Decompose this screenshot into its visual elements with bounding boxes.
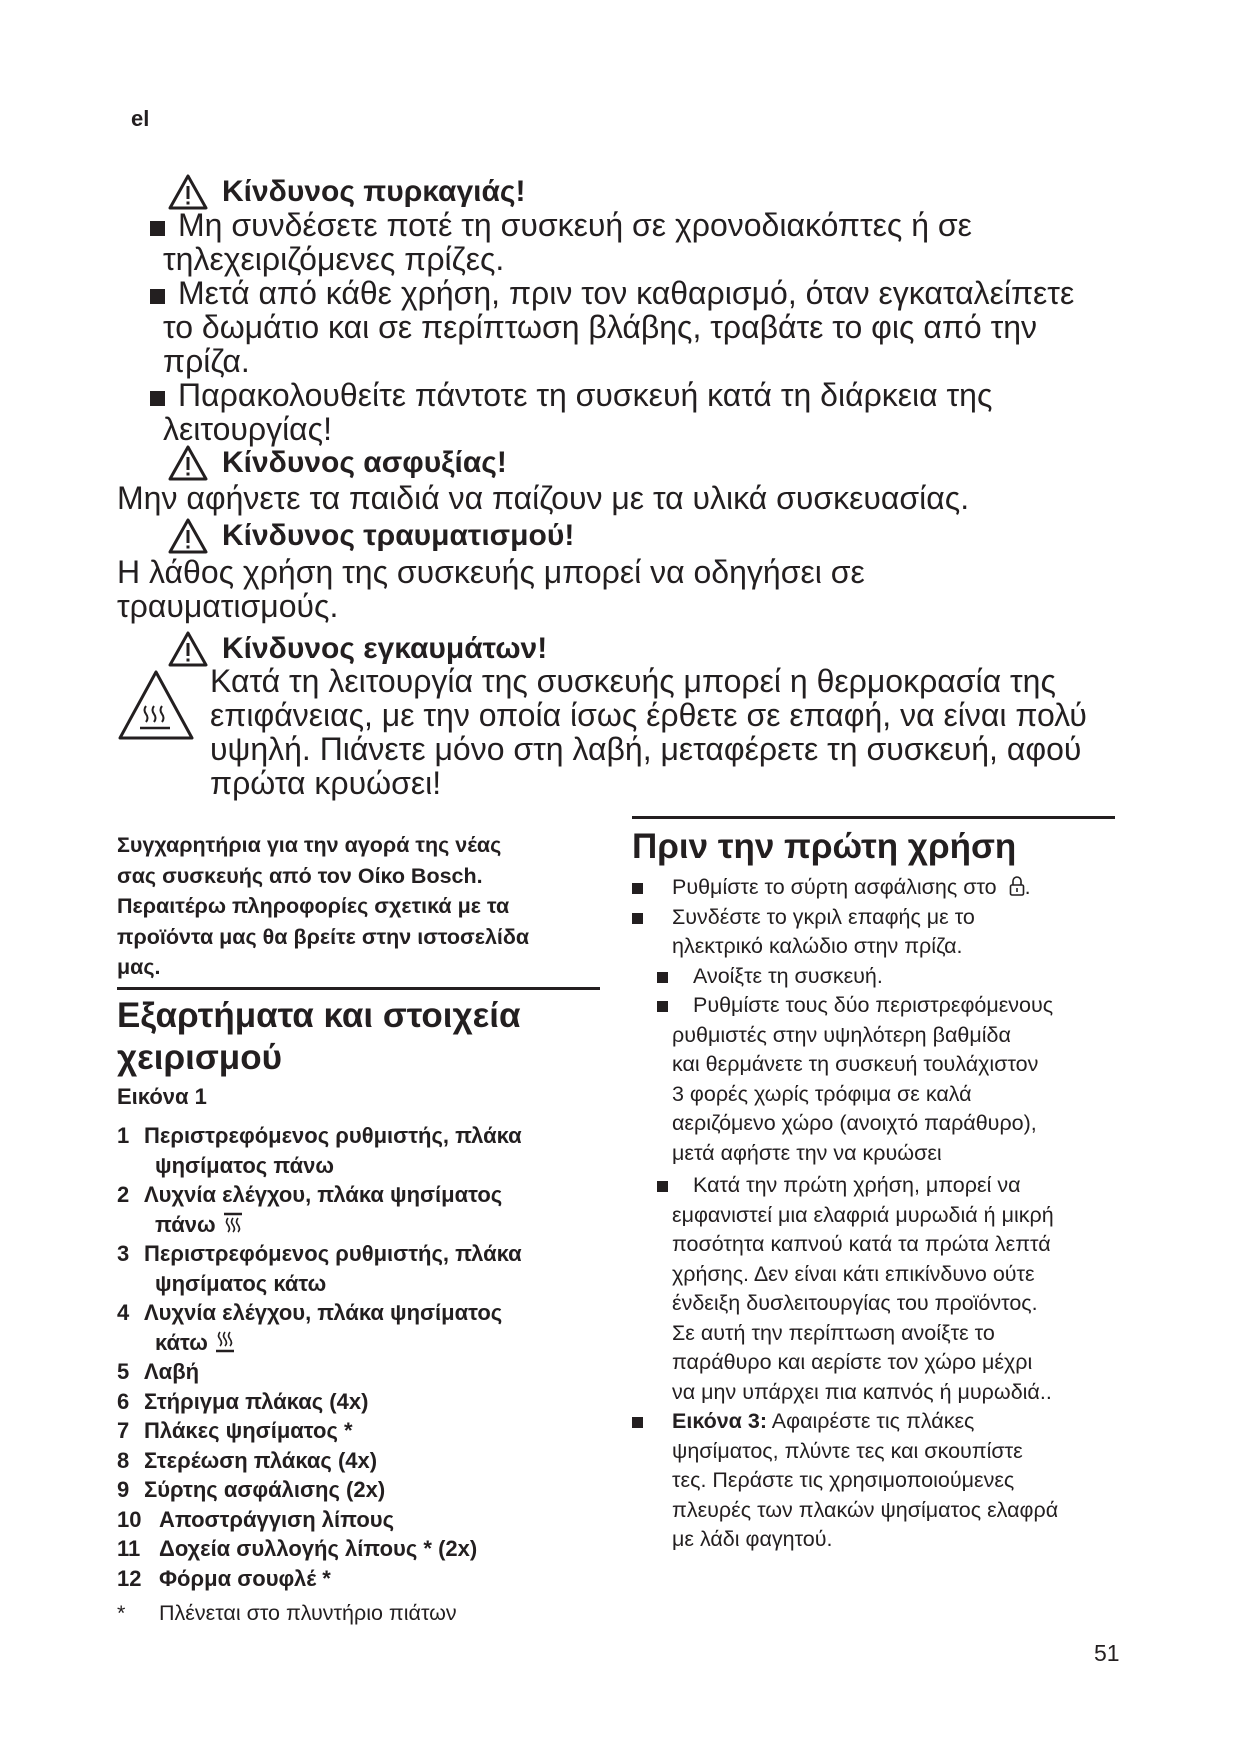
burn-warning-text bbox=[210, 664, 1087, 800]
list-item bbox=[117, 1505, 617, 1535]
item-text: Συνδέστε το γκριλ επαφής με το bbox=[672, 904, 975, 929]
figure-reference: Εικόνα 3: bbox=[672, 1409, 767, 1433]
intro-line: Συγχαρητήρια για την αγορά της νέας bbox=[117, 833, 502, 857]
bullet-square-icon bbox=[657, 972, 668, 983]
bullet-square-icon bbox=[657, 1181, 668, 1192]
bullet-square-icon bbox=[150, 391, 165, 406]
list-item bbox=[117, 1180, 617, 1239]
item-text: Ρυθμίστε το σύρτη ασφάλισης στο bbox=[672, 875, 997, 899]
fire-warning-title-text: Κίνδυνος πυρκαγιάς! bbox=[222, 175, 526, 208]
list-item bbox=[117, 1475, 617, 1505]
burn-warning-line: πρώτα κρυώσει! bbox=[210, 765, 442, 801]
item-text: Λυχνία ελέγχου, πλάκα ψησίματος bbox=[144, 1182, 503, 1207]
suffocation-warning-title bbox=[168, 445, 507, 481]
item-text: 3 φορές χωρίς τρόφιμα σε καλά bbox=[672, 1081, 972, 1106]
item-text-continuation bbox=[144, 1328, 617, 1358]
bullet-square-icon bbox=[632, 1417, 643, 1428]
fire-warning-line: τηλεχειριζόμενες πρίζες. bbox=[163, 241, 505, 277]
hot-surface-warning-icon bbox=[116, 668, 196, 742]
item-text: ρυθμιστές στην υψηλότερη βαθμίδα bbox=[672, 1022, 1011, 1047]
item-text: Ρυθμίστε τους δύο περιστρεφόμενους bbox=[693, 993, 1054, 1017]
fire-warning-line: λειτουργίας! bbox=[163, 411, 332, 447]
section-divider bbox=[632, 816, 1115, 819]
injury-warning-line: τραυματισμούς. bbox=[117, 588, 339, 624]
item-text: αεριζόμενο χώρο (ανοιχτό παράθυρο), bbox=[672, 1111, 1037, 1135]
footnote-marker: * bbox=[117, 1601, 126, 1625]
item-number: 3 bbox=[117, 1241, 130, 1266]
list-item bbox=[632, 903, 1132, 962]
item-number: 8 bbox=[117, 1447, 130, 1473]
warning-triangle-icon bbox=[168, 631, 208, 667]
parts-section-title bbox=[117, 995, 607, 1079]
list-item bbox=[117, 1416, 617, 1446]
list-item bbox=[117, 1446, 617, 1476]
footnote bbox=[117, 1601, 457, 1626]
item-text: ψησίματος πάνω bbox=[155, 1152, 334, 1178]
footnote-text: Πλένεται στο πλυντήριο πιάτων bbox=[159, 1601, 457, 1625]
list-item bbox=[117, 1121, 617, 1180]
suffocation-warning-text: Μην αφήνετε τα παιδιά να παίζουν με τα υλικά συσκευασίας. bbox=[117, 480, 970, 516]
burn-warning-line: επιφάνειας, με την οποία ίσως έρθετε σε επαφή, να είναι πολύ bbox=[210, 697, 1087, 733]
item-text: ψησίματος κάτω bbox=[155, 1270, 327, 1296]
item-text: Σε αυτή την περίπτωση ανοίξτε το bbox=[672, 1320, 995, 1345]
list-item bbox=[117, 1239, 617, 1298]
intro-text bbox=[117, 830, 597, 983]
item-text: Περιστρεφόμενος ρυθμιστής, πλάκα bbox=[144, 1241, 522, 1266]
item-text: Περιστρεφόμενος ρυθμιστής, πλάκα bbox=[144, 1123, 522, 1148]
item-text: Λυχνία ελέγχου, πλάκα ψησίματος bbox=[144, 1300, 503, 1325]
language-tag: el bbox=[131, 106, 150, 131]
item-text: με λάδι φαγητού. bbox=[672, 1527, 833, 1551]
item-number: 10 bbox=[117, 1506, 142, 1532]
list-item bbox=[632, 873, 1132, 903]
bullet-square-icon bbox=[150, 289, 165, 304]
item-text: ένδειξη δυσλειτουργίας του προϊόντος. bbox=[672, 1291, 1038, 1315]
item-text: Στήριγμα πλάκας (4x) bbox=[144, 1388, 369, 1414]
list-item bbox=[632, 1407, 1132, 1555]
section-divider bbox=[117, 987, 600, 990]
item-text-continuation bbox=[144, 1210, 617, 1240]
fire-warning-item bbox=[150, 378, 1150, 446]
injury-warning-text bbox=[117, 555, 865, 623]
item-text: εμφανιστεί μια ελαφριά μυρωδιά ή μικρή bbox=[672, 1202, 1054, 1227]
parts-list bbox=[117, 1121, 617, 1593]
item-text: Κατά την πρώτη χρήση, μπορεί να bbox=[693, 1173, 1021, 1197]
page-number: 51 bbox=[1094, 1640, 1120, 1666]
list-item bbox=[632, 991, 1132, 1168]
bullet-square-icon bbox=[632, 913, 643, 924]
item-number: 4 bbox=[117, 1300, 130, 1325]
fire-warning-list bbox=[150, 208, 1150, 446]
item-text: παράθυρο και αερίστε τον χώρο μέχρι bbox=[672, 1350, 1033, 1374]
item-number: 5 bbox=[117, 1359, 130, 1384]
fire-warning-item bbox=[150, 276, 1150, 378]
bullet-square-icon bbox=[657, 1001, 668, 1012]
item-number: 6 bbox=[117, 1388, 130, 1414]
parts-section-title-line: Εξαρτήματα και στοιχεία bbox=[117, 996, 521, 1035]
item-number: 11 bbox=[117, 1536, 141, 1561]
item-text: χρήσης. Δεν είναι κάτι επικίνδυνο ούτε bbox=[672, 1261, 1035, 1286]
item-number: 1 bbox=[117, 1123, 130, 1148]
item-text: κάτω bbox=[155, 1329, 208, 1355]
item-text: Αποστράγγιση λίπους bbox=[159, 1506, 395, 1532]
item-text: ηλεκτρικό καλώδιο στην πρίζα. bbox=[672, 934, 963, 958]
item-text: Φόρμα σουφλέ * bbox=[159, 1565, 331, 1591]
intro-line: μας. bbox=[117, 955, 161, 979]
warning-triangle-icon bbox=[168, 445, 208, 481]
bullet-square-icon bbox=[150, 221, 165, 236]
injury-warning-title-text: Κίνδυνος τραυματισμού! bbox=[222, 519, 575, 552]
item-text: πάνω bbox=[155, 1211, 216, 1237]
list-item bbox=[117, 1564, 617, 1594]
item-text: τες. Περάστε τις χρησιμοποιούμενες bbox=[672, 1468, 1015, 1492]
parts-section-title-line: χειρισμού bbox=[117, 1038, 282, 1077]
suffocation-warning-title-text: Κίνδυνος ασφυξίας! bbox=[222, 446, 507, 479]
list-item bbox=[117, 1298, 617, 1357]
item-number: 9 bbox=[117, 1477, 130, 1502]
item-text: Σύρτης ασφάλισης (2x) bbox=[144, 1477, 386, 1502]
item-text: και θερμάνετε τη συσκευή τουλάχιστον bbox=[672, 1052, 1039, 1076]
item-number: 2 bbox=[117, 1182, 130, 1207]
fire-warning-line: Μη συνδέσετε ποτέ τη συσκευή σε χρονοδιακόπτες ή σε bbox=[178, 207, 972, 243]
intro-line: σας συσκευής από τον Οίκο Bosch. bbox=[117, 863, 483, 888]
burn-warning-title bbox=[168, 631, 547, 667]
fire-warning-title bbox=[168, 174, 526, 210]
intro-line: προϊόντα μας θα βρείτε στην ιστοσελίδα bbox=[117, 924, 530, 949]
item-text: Ανοίξτε τη συσκευή. bbox=[693, 963, 883, 988]
item-text: μετά αφήστε την να κρυώσει bbox=[672, 1140, 942, 1165]
upper-heat-icon bbox=[222, 1212, 244, 1236]
item-text: πλευρές των πλακών ψησίματος ελαφρά bbox=[672, 1497, 1059, 1522]
first-use-title: Πριν την πρώτη χρήση bbox=[632, 827, 1017, 866]
intro-line: Περαιτέρω πληροφορίες σχετικά με τα bbox=[117, 894, 510, 918]
item-text: Λαβή bbox=[144, 1359, 200, 1384]
injury-warning-title bbox=[168, 518, 574, 554]
fire-warning-line: Παρακολουθείτε πάντοτε τη συσκευή κατά τη διάρκεια της bbox=[178, 377, 993, 413]
list-item bbox=[117, 1387, 617, 1417]
fire-warning-line: το δωμάτιο και σε περίπτωση βλάβης, τραβάτε το φις από την bbox=[163, 309, 1038, 345]
list-item bbox=[632, 962, 1132, 992]
injury-warning-line: Η λάθος χρήση της συσκευής μπορεί να οδηγήσει σε bbox=[117, 554, 865, 590]
lock-icon bbox=[1009, 875, 1025, 897]
item-text: . bbox=[1024, 875, 1031, 899]
item-text: ποσότητα καπνού κατά τα πρώτα λεπτά bbox=[672, 1232, 1051, 1256]
item-text: να μην υπάρχει πια καπνός ή μυρωδιά.. bbox=[672, 1379, 1052, 1404]
burn-warning-line: Κατά τη λειτουργία της συσκευής μπορεί η θερμοκρασία της bbox=[210, 663, 1056, 699]
fire-warning-item bbox=[150, 208, 1150, 276]
fire-warning-line: πρίζα. bbox=[163, 343, 250, 379]
bullet-square-icon bbox=[632, 883, 643, 894]
list-item bbox=[117, 1534, 617, 1564]
item-text: Πλάκες ψησίματος * bbox=[144, 1418, 353, 1443]
figure-label: Εικόνα 1 bbox=[117, 1084, 207, 1109]
fire-warning-line: Μετά από κάθε χρήση, πριν τον καθαρισμό, όταν εγκαταλείπετε bbox=[178, 275, 1075, 311]
burn-warning-title-text: Κίνδυνος εγκαυμάτων! bbox=[222, 632, 548, 665]
item-text: Αφαιρέστε τις πλάκες bbox=[767, 1409, 975, 1433]
first-use-list bbox=[632, 873, 1132, 1555]
item-number: 12 bbox=[117, 1565, 142, 1591]
list-item bbox=[117, 1357, 617, 1387]
list-item bbox=[632, 1171, 1132, 1407]
item-number: 7 bbox=[117, 1418, 130, 1443]
warning-triangle-icon bbox=[168, 174, 208, 210]
item-text: Δοχεία συλλογής λίπους * (2x) bbox=[159, 1536, 478, 1561]
lower-heat-icon bbox=[214, 1330, 236, 1354]
item-text: ψησίματος, πλύντε τες και σκουπίστε bbox=[672, 1438, 1023, 1463]
item-text: Στερέωση πλάκας (4x) bbox=[144, 1447, 378, 1473]
warning-triangle-icon bbox=[168, 518, 208, 554]
burn-warning-line: υψηλή. Πιάνετε μόνο στη λαβή, μεταφέρετε τη συσκευή, αφού bbox=[210, 731, 1082, 767]
